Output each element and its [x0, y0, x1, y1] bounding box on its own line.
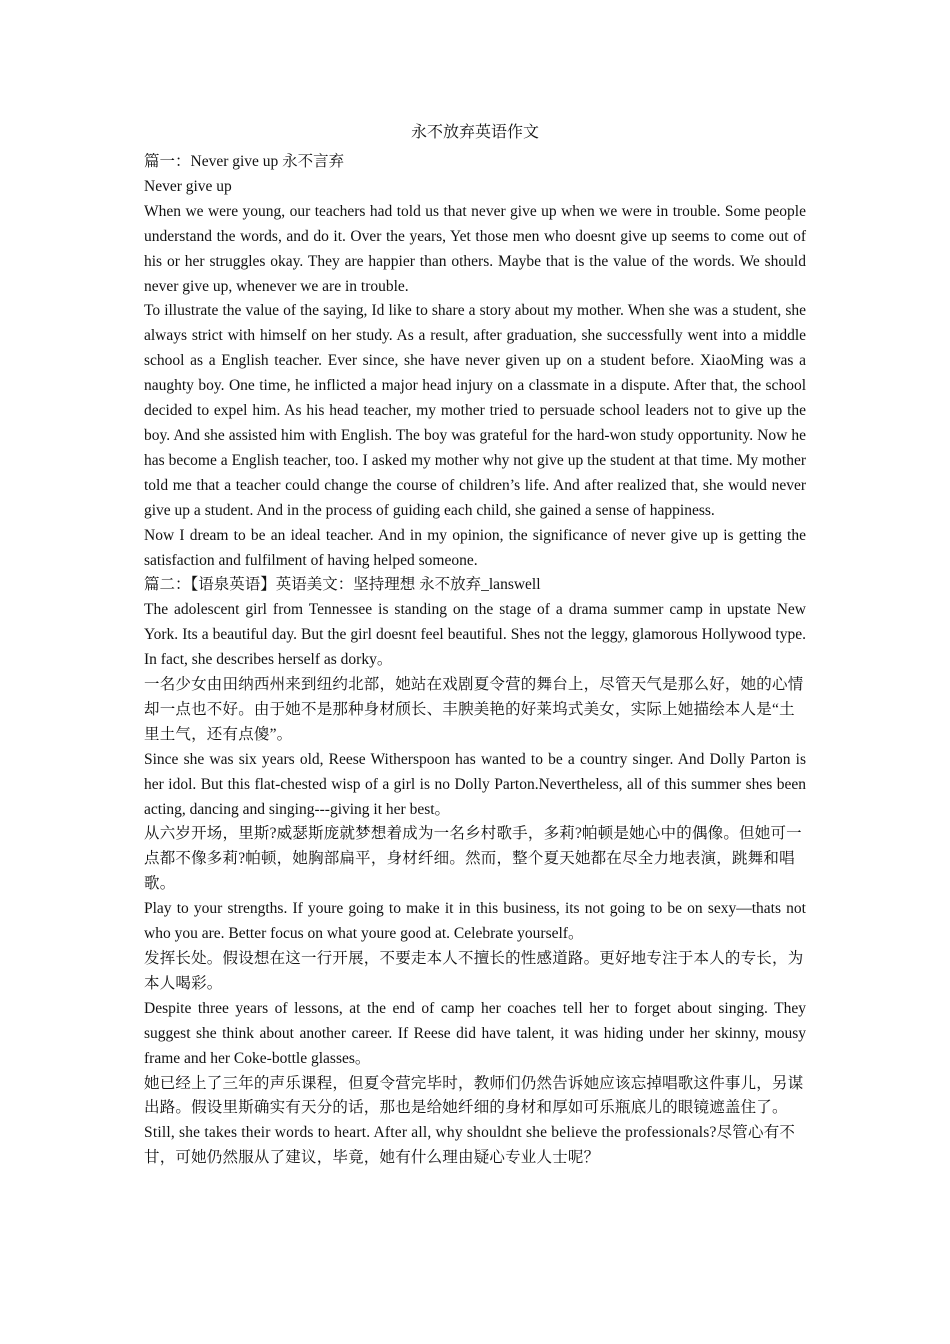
section-heading: 篇一：Never give up 永不言弃 [144, 153, 345, 170]
paragraph: Play to your strengths. If youre going to make it in this business, its not going to be on sexy—thats not who you are. Better focus on what youre good at. Celebrate yourself。 [144, 900, 806, 943]
section-heading: 篇二：【语泉英语】英语美文：坚持理想 永不放弃_lanswell [144, 576, 541, 594]
paragraph: 一名少女由田纳西州来到纽约北部，她站在戏剧夏令营的舞台上，尽管天气是那么好，她的心情却一点也不好。由于她不是那种身材颀长、丰腴美艳的好莱坞式美女，实际上她描绘本人是“土里土气，还有点傻”。 [144, 676, 804, 743]
paragraph: 从六岁开场，里斯?威瑟斯庞就梦想着成为一名乡村歌手，多莉?帕顿是她心中的偶像。但她可一点都不像多莉?帕顿，她胸部扁平，身材纤细。然而，整个夏天她都在尽全力地表演，跳舞和唱歌。 [144, 825, 802, 893]
paragraph: Despite three years of lessons, at the end of camp her coaches tell her to forget about singing. They suggest she think about another career. If Reese did have talent, it was hiding under her skinny, mousy frame and her Coke-bottle glasses。 [144, 999, 806, 1067]
document-body [144, 150, 806, 1171]
paragraph: The adolescent girl from Tennessee is standing on the stage of a drama summer camp in upstate New York. Its a beautiful day. But the girl doesnt feel beautiful. Shes not the leggy, glamorous Hollywood type. In fact, she describes herself as dorky。 [144, 601, 806, 669]
paragraph: 她已经上了三年的声乐课程，但夏令营完毕时，教师们仍然告诉她应该忘掉唱歌这件事儿，另谋出路。假设里斯确实有天分的话，那也是给她纤细的身材和厚如可乐瓶底儿的眼镜遮盖住了。 [144, 1074, 804, 1117]
paragraph: 发挥长处。假设想在这一行开展，不要走本人不擅长的性感道路。更好地专注于本人的专长，为本人喝彩。 [144, 950, 804, 992]
document-title: 永不放弃英语作文 [410, 124, 539, 141]
paragraph: Still, she takes their words to heart. After all, why shouldnt she believe the professionals?尽管心有不甘，可她仍然服从了建议，毕竟，她有什么理由疑心专业人士呢？ [144, 1124, 796, 1167]
paragraph: Now I dream to be an ideal teacher. And in my opinion, the significance of never give up is getting the satisfaction and fulfilment of having helped someone. [144, 526, 806, 569]
paragraph: When we were young, our teachers had told us that never give up when we were in trouble. Some people understand the words, and do it. Over the years, Yet those men who doesnt give up seems to come out of his or her struggles okay. They are happier than others. Maybe that is the value of the words. We should never give up, whenever we are in trouble. [144, 202, 806, 295]
document-page [144, 120, 806, 1171]
paragraph: Never give up [144, 177, 232, 195]
paragraph: Since she was six years old, Reese Witherspoon has wanted to be a country singer. And Dolly Parton is her idol. But this flat-chested wisp of a girl is no Dolly Parton.Nevertheless, all of this summer shes been acting, dancing and singing---giving it her best。 [144, 750, 806, 818]
paragraph: To illustrate the value of the saying, Id like to share a story about my mother. When she was a student, she always strict with himself on her study. As a result, after graduation, she successfully went into a middle school as a English teacher. Ever since, she have never given up on a student before. XiaoMing was a naughty boy. One time, he inflicted a major head injury on a classmate in a dispute. After that, the school decided to expel him. As his head teacher, my mother tried to persuade school leaders not to give up the boy. And she assisted him with English. The boy was grateful for the hard-won study opportunity. Now he has become a English teacher, too. I asked my mother why not give up the student at that time. My mother told me that a teacher could change the course of children’s life. And after realized that, she would never give up a student. And in the process of guiding each child, she gained a sense of happiness. [144, 302, 806, 519]
